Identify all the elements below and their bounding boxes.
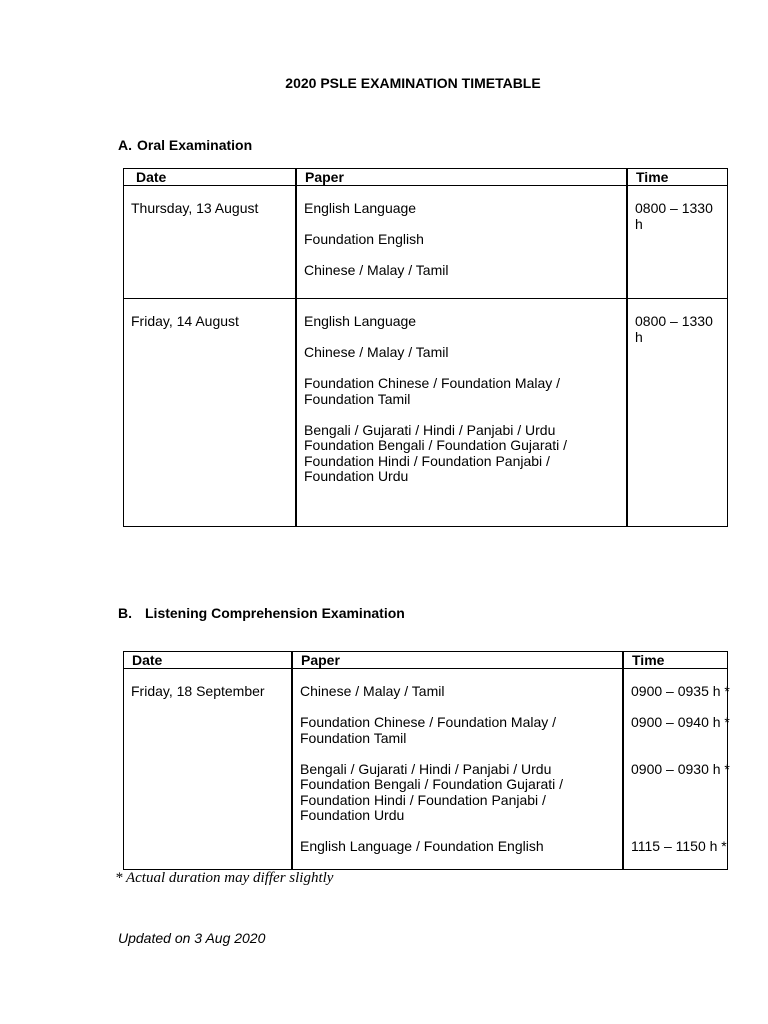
table-row — [124, 186, 728, 299]
row-date: Friday, 18 September — [124, 669, 293, 870]
row-papers — [296, 299, 627, 527]
time-item: 0900 – 0930 h * — [631, 760, 730, 777]
header-date: Date — [124, 652, 293, 669]
paper-item: Bengali / Gujarati / Hindi / Panjabi / Urdu Foundation Bengali / Foundation Gujarati / Foundation Hindi / Foundation Panjabi / Foundation Urdu — [304, 421, 568, 484]
row-papers — [292, 669, 623, 870]
row-date: Friday, 14 August — [124, 299, 297, 527]
oral-exam-table — [123, 168, 728, 527]
paper-item: Chinese / Malay / Tamil — [304, 344, 449, 360]
table-row — [124, 299, 728, 527]
table-header-row — [124, 169, 728, 186]
footnote: * Actual duration may differ slightly — [115, 870, 334, 886]
paper-item: Bengali / Gujarati / Hindi / Panjabi / Urdu Foundation Bengali / Foundation Gujarati / Foundation Hindi / Foundation Panjabi / Foundation Urdu — [300, 760, 564, 823]
table-header-row — [124, 652, 728, 669]
time-item: 0900 – 0935 h * — [631, 683, 730, 699]
paper-item: English Language / Foundation English — [300, 838, 544, 854]
paper-item: Foundation English — [304, 231, 424, 247]
table-row — [124, 669, 728, 870]
listening-exam-table — [123, 651, 728, 870]
row-time: 0800 – 1330 h — [627, 299, 728, 527]
header-paper: Paper — [296, 169, 627, 186]
section-a-label: Oral Examination — [137, 137, 253, 153]
time-item: 0900 – 0940 h * — [631, 714, 730, 730]
page-title: 2020 PSLE EXAMINATION TIMETABLE — [285, 75, 541, 91]
paper-item: Chinese / Malay / Tamil — [304, 262, 449, 278]
section-b-label: Listening Comprehension Examination — [145, 605, 405, 621]
row-date: Thursday, 13 August — [124, 186, 297, 299]
section-a-heading — [118, 137, 252, 153]
row-times — [623, 669, 728, 870]
row-papers — [296, 186, 627, 299]
header-date: Date — [124, 169, 297, 186]
section-b-heading — [118, 605, 405, 621]
updated-date: Updated on 3 Aug 2020 — [118, 930, 266, 946]
paper-item: English Language — [304, 200, 417, 216]
paper-item: Chinese / Malay / Tamil — [300, 683, 445, 699]
paper-item: English Language — [304, 313, 417, 329]
section-b-number: B. — [118, 605, 132, 621]
header-time: Time — [623, 652, 728, 669]
header-time: Time — [627, 169, 728, 186]
section-a-number: A. — [118, 137, 132, 153]
paper-item: Foundation Chinese / Foundation Malay / Foundation Tamil — [304, 375, 561, 407]
row-time: 0800 – 1330 h — [627, 186, 728, 299]
time-item: 1115 – 1150 h * — [631, 838, 727, 854]
paper-item: Foundation Chinese / Foundation Malay / Foundation Tamil — [300, 714, 557, 746]
header-paper: Paper — [292, 652, 623, 669]
